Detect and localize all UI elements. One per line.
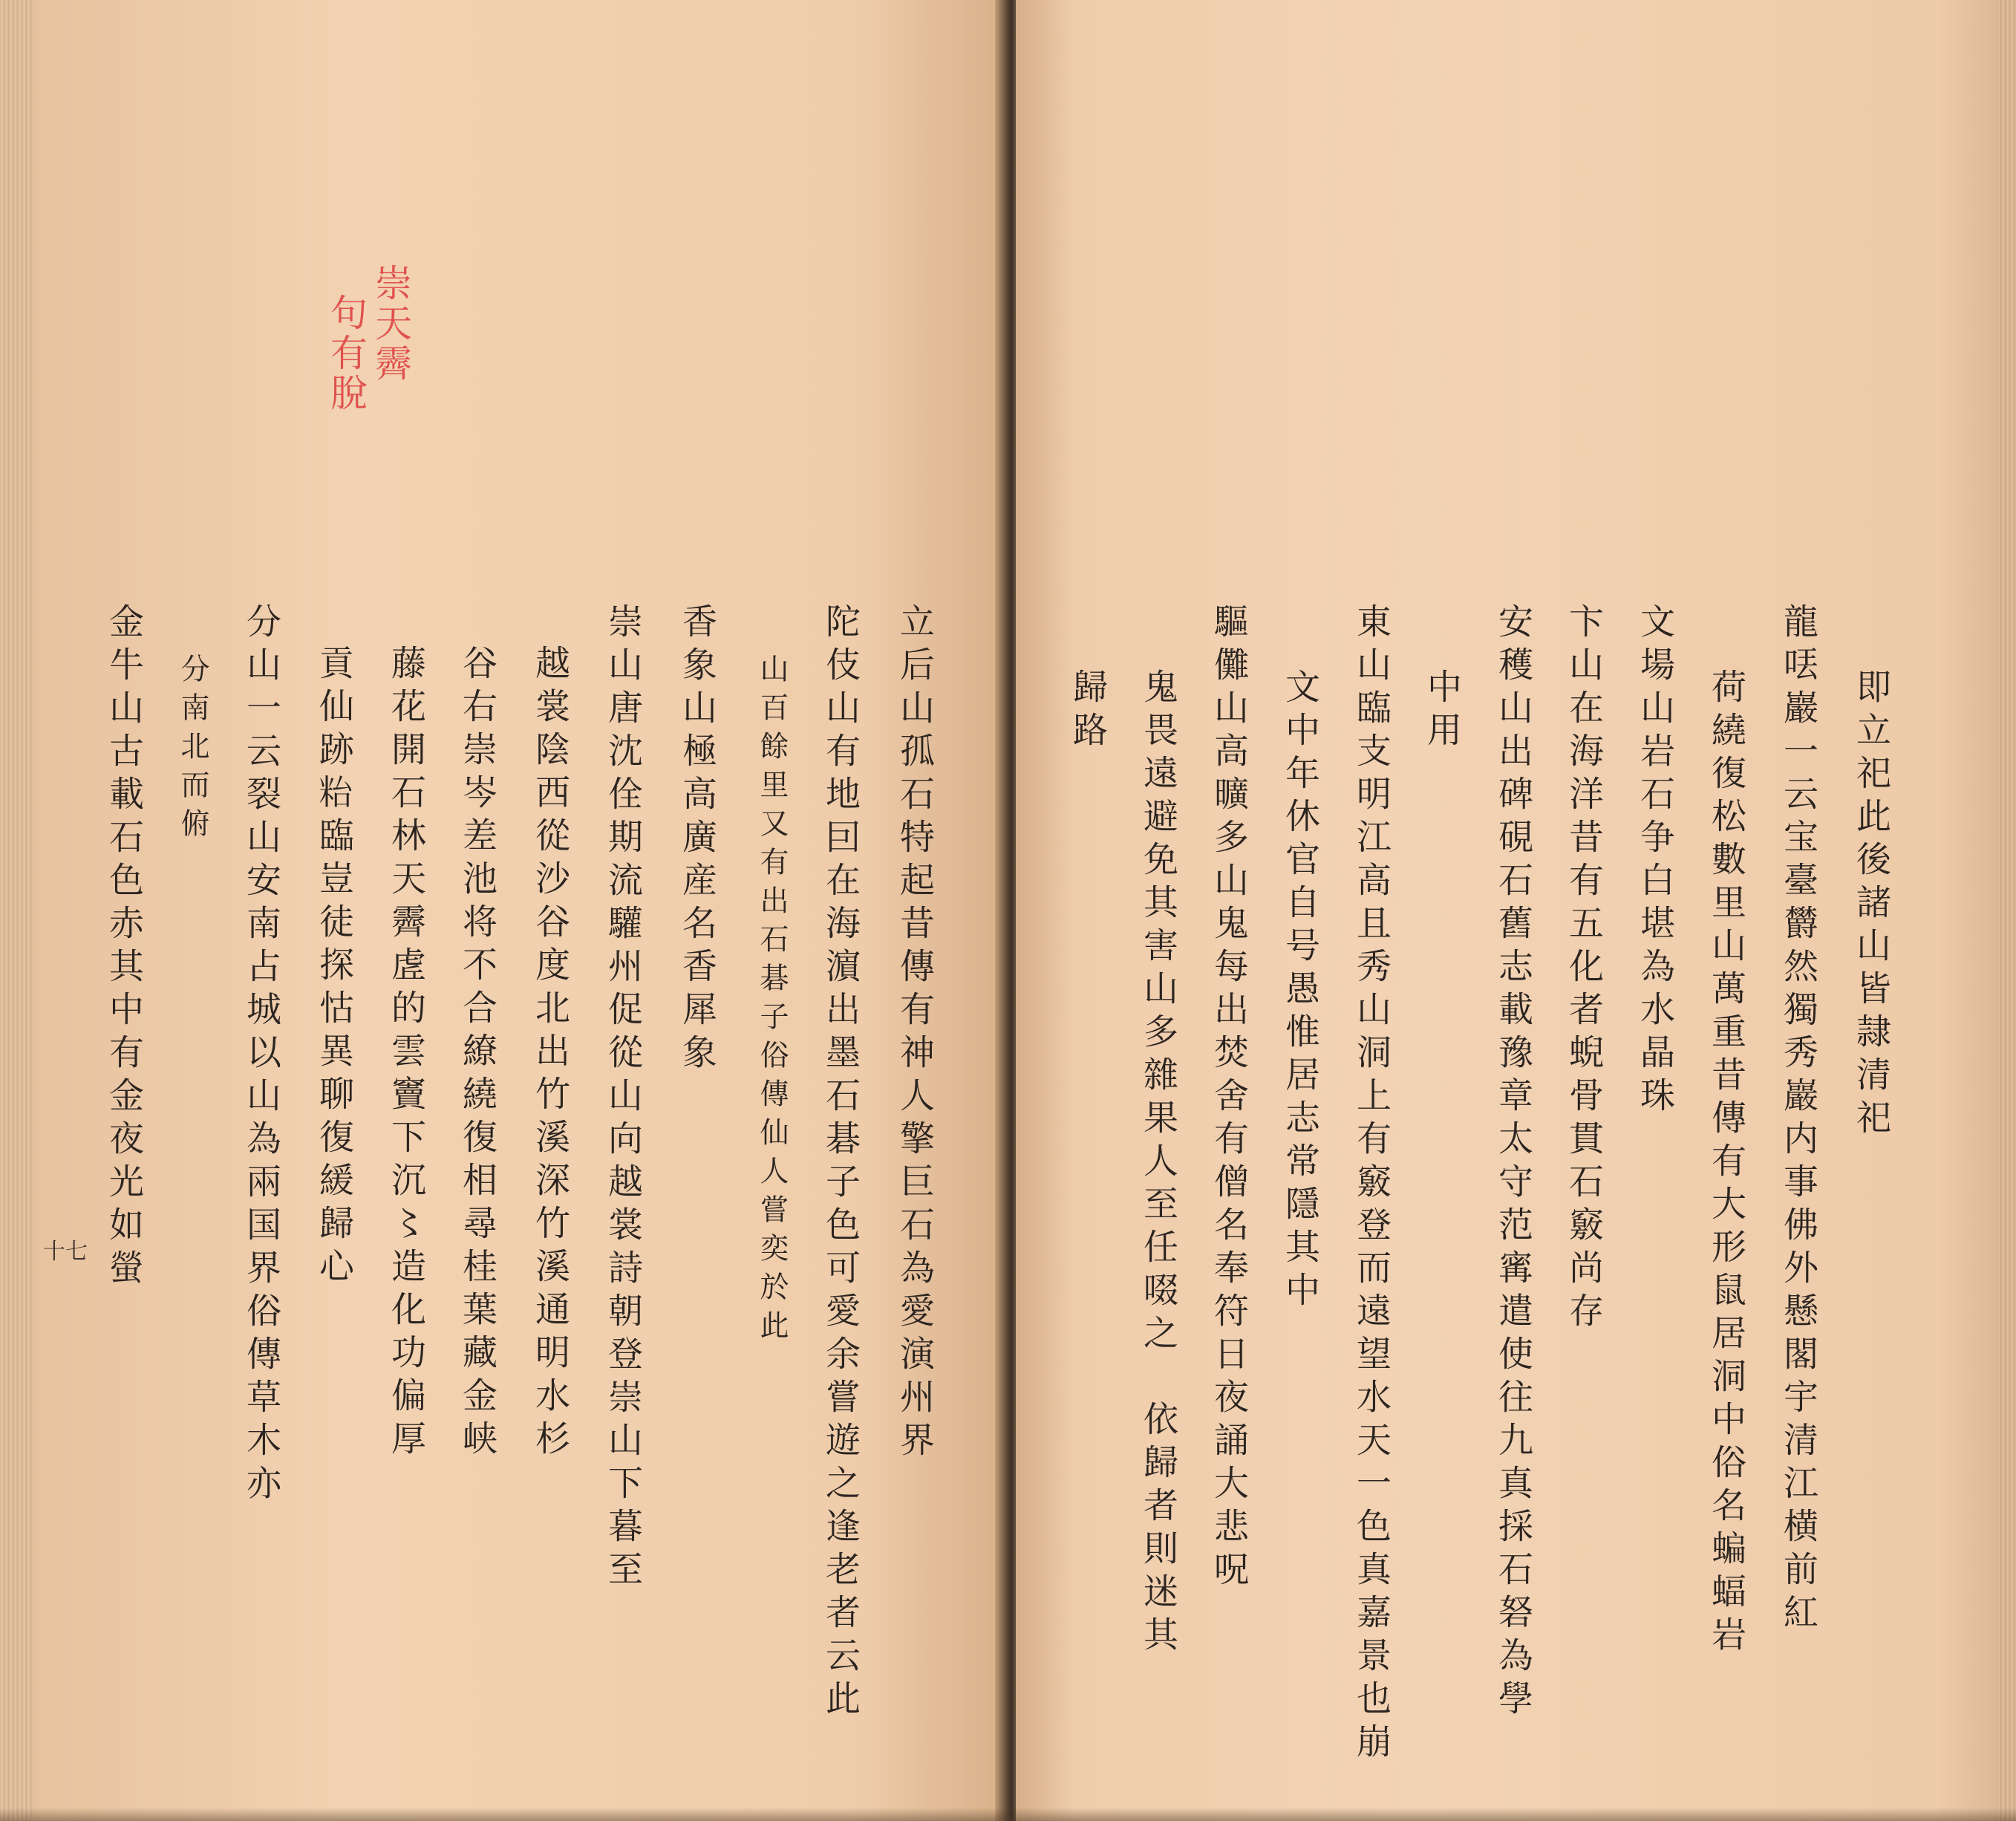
text-column: 龍𠲍巖一云宝臺欝然獨秀巖内事佛外懸閣宇清江横前紅 bbox=[1778, 603, 1818, 1637]
text-column: 山百餘里又有出石碁子俗傳仙人嘗奕於此 bbox=[755, 654, 789, 1349]
text-column: 金牛山古載石色赤其中有金夜光如螢 bbox=[103, 603, 144, 1292]
folio-number: 十七 bbox=[43, 1239, 88, 1265]
right-page bbox=[1016, 0, 2016, 1821]
bottom-shadow bbox=[0, 1808, 2016, 1821]
text-column: 立后山孤石特起昔傳有神人擎巨石為愛演州界 bbox=[894, 603, 935, 1465]
text-column: 東山臨支明江高且秀山洞上有竅登而遠望水天一色真嘉景也崩 bbox=[1351, 603, 1392, 1766]
page-edge bbox=[1997, 0, 2016, 1821]
text-column: 谷右崇岑差池将不合繚繞復相尋桂葉藏金峡 bbox=[457, 645, 498, 1463]
text-column: 香象山極高廣産名香犀象 bbox=[676, 603, 717, 1077]
text-column: 貢仙跡𥹋臨豈徒探怙異聊復緩歸心 bbox=[313, 645, 354, 1291]
text-column: 分南北而俯 bbox=[176, 654, 209, 847]
text-column: 藤花開石林天霽虗的雲竇下沉〻造化功偏厚 bbox=[385, 645, 426, 1463]
left-page bbox=[0, 0, 1004, 1821]
text-column: 即立祀此後諸山皆隷清祀 bbox=[1850, 668, 1891, 1142]
text-column: 荷繞復松數里山萬重昔傳有大形鼠居洞中俗名蝙蝠岩 bbox=[1706, 668, 1746, 1659]
text-column: 陀伎山有地囙在海濵出墨石碁子色可愛余嘗遊之逢老者云此 bbox=[820, 603, 861, 1723]
text-column: 安穫山出碑硯石舊志載豫章太守范寗遣使往九真採石砮為學 bbox=[1493, 603, 1533, 1723]
text-column: 歸路 bbox=[1067, 668, 1108, 755]
text-column: 文場山岩石争白堪為水晶珠 bbox=[1634, 603, 1675, 1120]
text-column: 崇山唐沈佺期流驩州促從山向越裳詩朝登崇山下暮至 bbox=[602, 603, 643, 1594]
text-column: 鬼畏遠避免其害山多雜果人至任啜之 依歸者則迷其 bbox=[1138, 668, 1178, 1659]
page-edge bbox=[0, 0, 34, 1821]
text-column: 卞山在海洋昔有五化者蜺骨貫石竅尚存 bbox=[1563, 603, 1604, 1335]
text-column: 中用 bbox=[1421, 668, 1462, 755]
text-column: 越裳陰西從沙谷度北出竹溪深竹溪通明水杉 bbox=[529, 645, 570, 1463]
marginal-note: 句有脫 bbox=[324, 293, 368, 414]
text-column: 文中年休官自号愚惟居志常隱其中 bbox=[1279, 668, 1320, 1315]
text-column: 驅儺山高曠多山鬼每出焚舍有僧名奉符日夜誦大悲呪 bbox=[1208, 603, 1249, 1594]
text-column: 分山一云裂山安南占城以山為兩国界俗傳草木亦 bbox=[241, 603, 281, 1508]
marginal-note: 崇天霽 bbox=[369, 264, 412, 384]
